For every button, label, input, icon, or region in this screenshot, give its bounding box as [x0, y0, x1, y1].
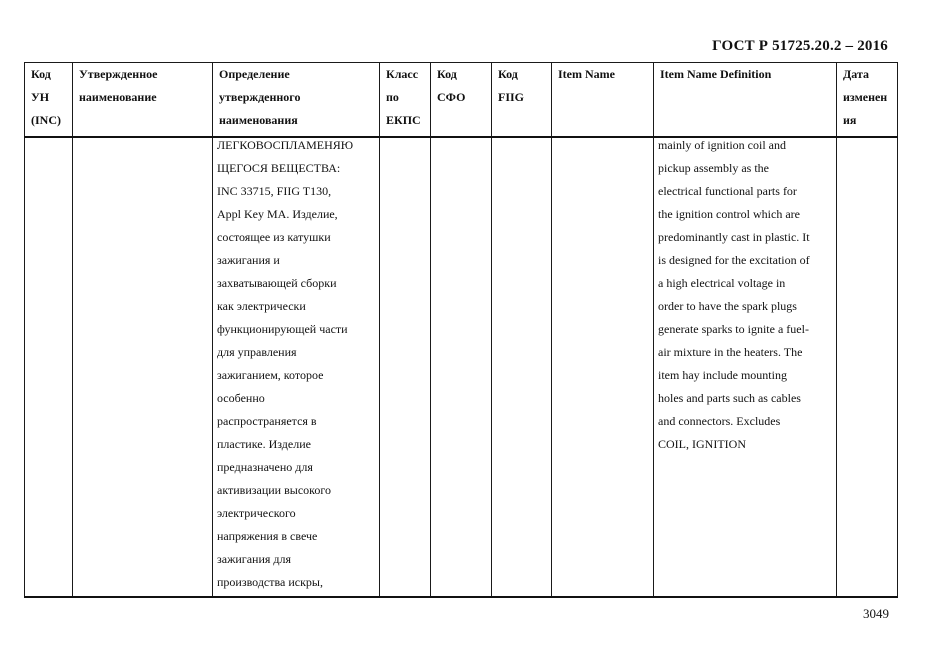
definition-ru-line: Appl Key MA. Изделие,	[217, 206, 338, 221]
definition-ru-line: зажигания и	[217, 252, 280, 267]
definition-en-line: mainly of ignition coil and	[658, 137, 786, 152]
definition-ru-line: INC 33715, FIIG T130,	[217, 183, 332, 198]
definition-en-line: pickup assembly as the	[658, 160, 769, 175]
cell-sfo-code	[431, 137, 492, 597]
definition-en-line: generate sparks to ignite a fuel-	[658, 321, 809, 336]
definition-en-line: predominantly cast in plastic. It	[658, 229, 810, 244]
cell-fiig-code	[492, 137, 552, 597]
cell-change-date	[837, 137, 898, 597]
definition-ru-line: функционирующей части	[217, 321, 348, 336]
col-header-name-definition-ru: Определение утвержденного наименования	[213, 63, 380, 137]
col-header-item-name-definition: Item Name Definition	[654, 63, 837, 137]
cell-definition-en	[654, 137, 837, 597]
cell-inc-code	[25, 137, 73, 597]
definition-ru-line: особенно	[217, 390, 265, 405]
col-header-ekps-class: Класс по ЕКПС	[380, 63, 431, 137]
definition-en-line: and connectors. Excludes	[658, 413, 781, 428]
definition-en-line: a high electrical voltage in	[658, 275, 786, 290]
definition-en-line: holes and parts such as cables	[658, 390, 801, 405]
col-header-item-name: Item Name	[552, 63, 654, 137]
cell-definition-ru	[213, 137, 380, 597]
definition-en-line: COIL, IGNITION	[658, 436, 746, 451]
cell-item-name	[552, 137, 654, 597]
page-number: 3049	[863, 606, 889, 621]
table-row	[25, 137, 898, 597]
definition-en-line: is designed for the excitation of	[658, 252, 810, 267]
definition-ru-line: зажигания для	[217, 551, 292, 566]
col-header-fiig-code: Код FIIG	[492, 63, 552, 137]
definition-ru-line: электрического	[217, 505, 296, 520]
definition-ru-line: зажиганием, которое	[217, 367, 324, 382]
col-header-sfo-code: Код СФО	[431, 63, 492, 137]
definition-ru-line: предназначено для	[217, 459, 313, 474]
definition-ru-line: активизации высокого	[217, 482, 331, 497]
definition-en-line: the ignition control which are	[658, 206, 800, 221]
table-header-row	[25, 63, 898, 137]
definition-en-line: air mixture in the heaters. The	[658, 344, 803, 359]
nomenclature-table	[24, 62, 898, 598]
document-code: ГОСТ Р 51725.20.2 – 2016	[712, 38, 888, 54]
col-header-change-date: Дата изменен ия	[837, 63, 898, 137]
cell-ekps-class	[380, 137, 431, 597]
definition-ru-line: ЛЕГКОВОСПЛАМЕНЯЮ	[217, 137, 354, 152]
definition-ru-line: производства искры,	[217, 574, 323, 589]
definition-ru-line: как электрически	[217, 298, 306, 313]
definition-en-line: item hay include mounting	[658, 367, 787, 382]
definition-en-line: order to have the spark plugs	[658, 298, 797, 313]
definition-ru-line: ЩЕГОСЯ ВЕЩЕСТВА:	[217, 160, 341, 175]
definition-ru-line: для управления	[217, 344, 297, 359]
definition-ru-line: состоящее из катушки	[217, 229, 331, 244]
definition-ru-line: захватывающей сборки	[217, 275, 337, 290]
definition-ru-line: напряжения в свече	[217, 528, 318, 543]
definition-ru-line: распространяется в	[217, 413, 317, 428]
col-header-inc-code: Код УН (INC)	[25, 63, 73, 137]
cell-approved-name	[73, 137, 213, 597]
definition-ru-line: пластике. Изделие	[217, 436, 311, 451]
col-header-approved-name: Утвержденное наименование	[73, 63, 213, 137]
definition-en-line: electrical functional parts for	[658, 183, 797, 198]
